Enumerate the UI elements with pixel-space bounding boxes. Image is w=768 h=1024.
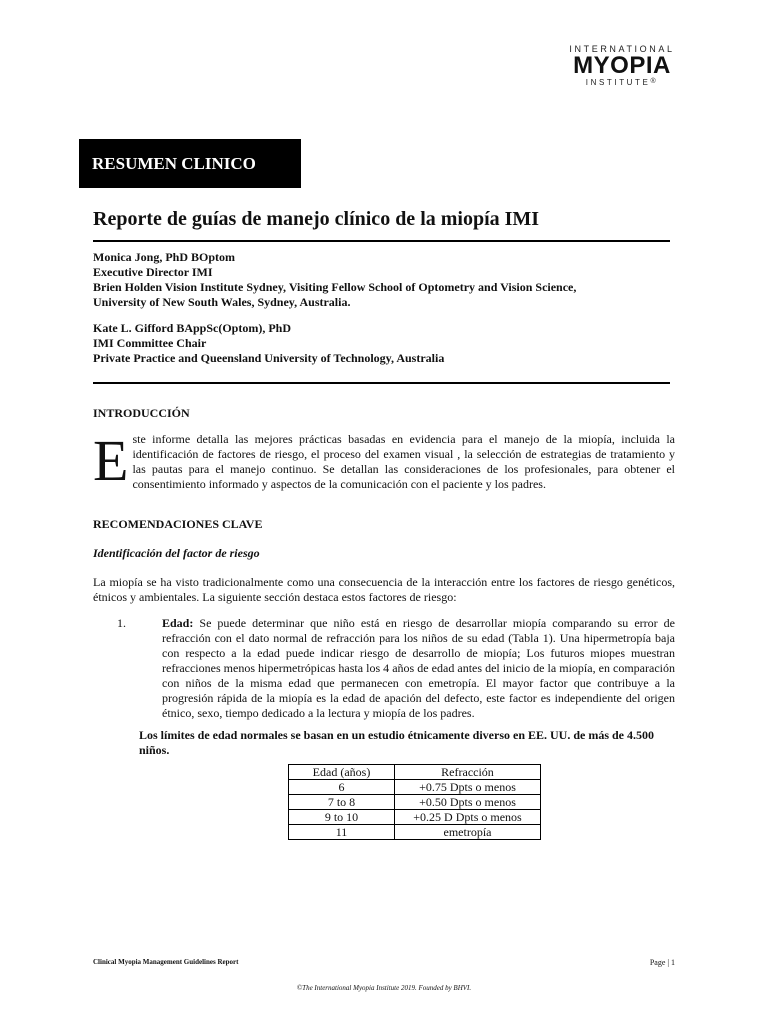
drop-cap: E (93, 428, 129, 493)
author2-affiliation: Private Practice and Queensland University of Technology, Australia (93, 351, 445, 365)
authors-divider (93, 382, 670, 384)
logo-line-myopia (562, 54, 682, 78)
cell-refraction: +0.50 Dpts o menos (395, 795, 541, 810)
cell-refraction: +0.75 Dpts o menos (395, 780, 541, 795)
table-row (289, 825, 541, 840)
cell-refraction: +0.25 D Dpts o menos (395, 810, 541, 825)
section-banner: RESUMEN CLINICO (79, 139, 301, 188)
author2-role: IMI Committee Chair (93, 336, 207, 350)
intro-text: ste informe detalla las mejores prácticas basadas en evidencia para el manejo de la miopía, incluida la identificación de factores de riesgo, el proceso del examen visual , la selección de estrategias de tratamiento y las pautas para el manejo continuo. Se detallan las consideraciones de los profesionales, para obtener el consentimiento informado y aspectos de la comunicación con el paciente y los padres. (132, 432, 675, 491)
registered-mark: ® (650, 78, 659, 85)
author2-name: Kate L. Gifford BAppSc(Optom), PhD (93, 321, 291, 335)
intro-heading: INTRODUCCIÓN (93, 406, 190, 420)
copyright-notice: ©The International Myopia Institute 2019. Founded by BHVI. (296, 984, 472, 992)
logo-institute-text: INSTITUTE (585, 78, 651, 87)
author1-role: Executive Director IMI (93, 265, 213, 279)
logo-line-institute (562, 78, 682, 87)
intro-paragraph (93, 428, 675, 493)
list-item-body: Se puede determinar que niño está en riesgo de desarrollar miopía comparando su error de refracción con el dato normal de refracción para los niños de su edad (Tabla 1). Una hipermetropía baja con respecto a la edad puede indicar riesgo de desarrollo de miopía; Los futuros miopes muestran refracciones menos hipermetrópicas hasta los 4 años de edad antes del inicio de la miopía, en comparación con niños de la misma edad que permanecen con emetropía. El mayor factor que contribuye a la progresión rápida de la miopía es la edad de apación del defecto, este factor es independiente del origen étnico, sexo, tiempo dedicado a la lectura y miopía de los padres. (162, 616, 675, 720)
table-row (289, 780, 541, 795)
logo-myopia-text: MYOPIA (573, 52, 671, 79)
refraction-table (288, 764, 541, 840)
author1-name: Monica Jong, PhD BOptom (93, 250, 236, 264)
recommendations-heading: RECOMENDACIONES CLAVE (93, 517, 263, 531)
table-row (289, 795, 541, 810)
footer-report-title: Clinical Myopia Management Guidelines Report (93, 958, 239, 966)
risk-factor-paragraph: La miopía se ha visto tradicionalmente como una consecuencia de la interacción entre los factores de riesgo genéticos, étnicos y ambientales. La siguiente sección destaca estos factores de riesgo: (93, 575, 675, 604)
author-block-2 (93, 321, 673, 366)
table-header-row (289, 765, 541, 780)
cell-age: 7 to 8 (289, 795, 395, 810)
author1-affiliation-1: Brien Holden Vision Institute Sydney, Visiting Fellow School of Optometry and Vision Science, (93, 280, 577, 294)
cell-refraction: emetropía (395, 825, 541, 840)
cell-age: 6 (289, 780, 395, 795)
author-block-1 (93, 250, 673, 310)
logo-line-international: INTERNATIONAL (569, 44, 675, 54)
page-number: Page | 1 (649, 958, 675, 967)
cell-age: 9 to 10 (289, 810, 395, 825)
header-age: Edad (años) (289, 765, 395, 780)
risk-factor-subheading: Identificación del factor de riesgo (93, 546, 260, 560)
list-item-number: 1. (117, 616, 126, 630)
page-title: Reporte de guías de manejo clínico de la miopía IMI (93, 208, 540, 230)
list-item-text (162, 616, 675, 721)
imi-logo (562, 44, 682, 87)
list-item-label: Edad: (162, 616, 194, 630)
table-row (289, 810, 541, 825)
header-refraction: Refracción (395, 765, 541, 780)
title-divider (93, 240, 670, 242)
author1-affiliation-2: University of New South Wales, Sydney, Australia. (93, 295, 351, 309)
table-caption: Los límites de edad normales se basan en un estudio étnicamente diverso en EE. UU. de más de 4.500 niños. (139, 728, 655, 757)
list-item-age (117, 616, 675, 721)
cell-age: 11 (289, 825, 395, 840)
